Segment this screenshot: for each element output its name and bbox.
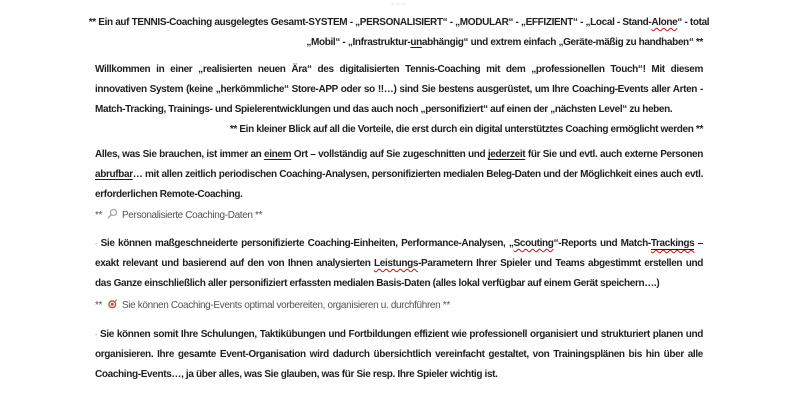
coaching-data-heading-prefix: **: [95, 210, 105, 221]
document-content: [88, 13, 710, 385]
title-line-2-text: „Mobil“ - „Infrastruktur-unabhängig“ und extrem einfach „Geräte-mäßig zu handhaben“ **: [306, 37, 703, 48]
title-line-1-text: ** Ein auf TENNIS-Coaching ausgelegtes Gesamt-SYSTEM - „PERSONALISIERT“ - „MODULAR“ - „EFFIZIENT“ - „Local - Stand-Alone“ - total: [88, 17, 710, 28]
coaching-data-paragraph: - Sie können maßgeschneiderte personifizierte Coaching-Einheiten, Performance-Analysen, „Scouting“-Reports und Match-Trackings – exakt relevant und basierend auf den von Ihnen analysierten Leistungs-Parametern Ihrer Spieler und Teams abgestimmt erstellen und das Ganze einschließlich aller personifiziert erfassten medialen Basis-Daten (alles lokal verfügbar auf einem Gerät speichern….): [95, 238, 704, 289]
benefits-line: [95, 120, 703, 140]
events-paragraph: - Sie können somit Ihre Schulungen, Taktikübungen und Fortbildungen effizient wie professionell organisiert und strukturiert planen und organisieren. Ihre gesamte Event-Organisation wird dadurch übersichtlich vereinfacht gestaltet, von Trainingsplänen bis hin über alle Coaching-Events…, ja über alles, was Sie glauben, was für Sie resp. Ihre Spieler wichtig ist.: [95, 329, 703, 380]
magnifier-icon: [107, 207, 118, 227]
title-line-1: [88, 13, 710, 33]
events-heading-text: Sie können Coaching-Events optimal vorbereiten, organisieren u. durchführen **: [119, 300, 450, 311]
benefits-line-text: ** Ein kleiner Blick auf all die Vorteile, die erst durch ein digital unterstütztes Coaching ermöglicht werden **: [229, 124, 703, 135]
events-heading: [95, 296, 703, 317]
events-heading-prefix: **: [95, 300, 105, 311]
dartboard-icon: [107, 297, 118, 317]
intro-paragraph: Willkommen in einer „realisierten neuen Ära“ des digitalisierten Tennis-Coaching mit dem „professionellen Touch“! Mit diesem innovativen System (keine „herkömmliche“ Store-APP oder so !!…) sind Sie bestens ausgerüstet, um Ihre Coaching-Events aller Arten - Match-Tracking, Trainings- und Spielerentwicklungen und das auch noch „personifiziert“ auf einen der „nächsten Level“ zu heben.: [95, 64, 703, 115]
coaching-data-heading-text: Personalisierte Coaching-Daten **: [119, 210, 263, 221]
title-line-2: [95, 33, 703, 53]
faint-top-marker: ***: [390, 1, 408, 12]
coaching-data-heading: [95, 206, 703, 227]
alles-paragraph: Alles, was Sie brauchen, ist immer an einem Ort – vollständig auf Sie zugeschnitten und jederzeit für Sie und evtl. auch externe Personen abrufbar… mit allen zeitlich periodischen Coaching-Analysen, personifizierten medialen Beleg-Daten und der Möglichkeit eines auch evtl. erforderlichen Remote-Coaching.: [95, 149, 703, 200]
